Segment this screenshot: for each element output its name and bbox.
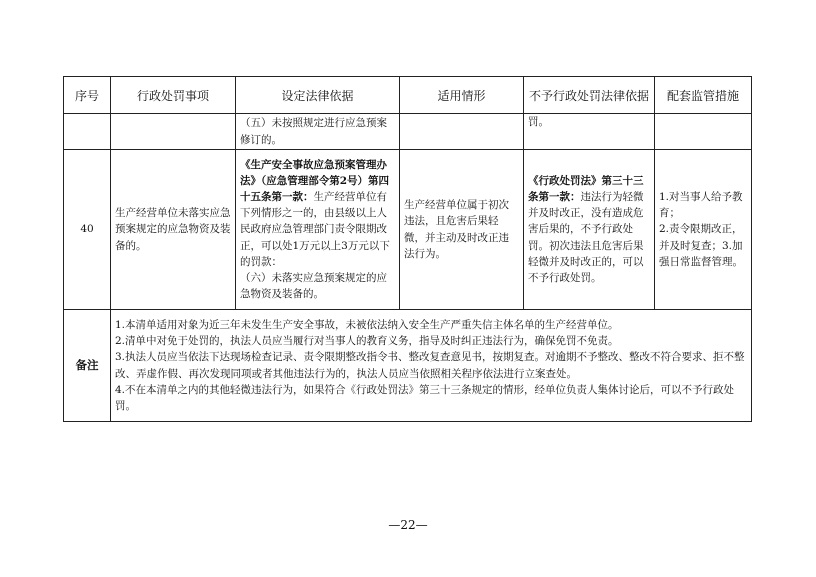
note-item-2: 2.清单中对免于处罚的，执法人员应当履行对当事人的教育义务，指导及时纠正违法行为，确保免罚不免责。 [115,335,619,348]
basis-text: 生产经营单位有下列情形之一的，由县级以上人民政府应急管理部门责令限期改正，可以处1万元以上3万元以下的罚款： [240,190,390,268]
note-item-4: 4.不在本清单之内的其他轻微违法行为，如果符合《行政处罚法》第三十三条规定的情形，经单位负责人集体讨论后，可以不予行政处罚。 [115,383,735,412]
continued-row [64,114,752,150]
row-measures: 1.对当事人给予教育； 2.责令限期改正，并及时复查；3.加强日常监督管理。 [655,150,752,310]
page-number: —22— [388,518,428,532]
header-row [64,77,752,114]
header-measures: 配套监管措施 [655,77,752,114]
notes-content [111,310,752,422]
continued-basis: （五）未按照规定进行应急预案修订的。 [236,114,400,150]
notes-label: 备注 [64,310,111,422]
basis-title: 《生产安全事故应急预案管理办法》（应急管理部令第2号）第四十五条第一款： [240,158,390,203]
header-no: 序号 [64,77,111,114]
penalty-list-table [63,76,752,422]
table-row-40 [64,150,752,310]
row-situation: 生产经营单位属于初次违法，且危害后果轻微，并主动及时改正违法行为。 [400,150,524,310]
row-exempt-basis [524,150,655,310]
exempt-title: 《行政处罚法》第三十三条第一款： [528,174,644,203]
header-exempt-basis: 不予行政处罚法律依据 [524,77,655,114]
header-matter: 行政处罚事项 [111,77,236,114]
continued-exempt-basis: 罚。 [524,114,655,150]
exempt-text: 违法行为轻微并及时改正，没有造成危害后果的，不予行政处罚。初次违法且危害后果轻微并及时改正的，可以不予行政处罚。 [528,190,644,284]
header-situation: 适用情形 [400,77,524,114]
row-number: 40 [64,150,111,310]
row-basis [236,150,400,310]
basis-item: （六）未落实应急预案规定的应急物资及装备的。 [240,272,387,301]
notes-row [64,310,752,422]
header-basis: 设定法律依据 [236,77,400,114]
note-item-3: 3.执法人员应当依法下达现场检查记录、责令限期整改指令书、整改复查意见书，按期复查。对逾期不予整改、整改不符合要求、拒不整改、弄虚作假、再次发现同项或者其他违法行为的，执法人员应当依照相关程序依法进行立案查处。 [115,351,745,380]
note-item-1: 1.本清单适用对象为近三年未发生生产安全事故，未被依法纳入安全生产严重失信主体名单的生产经营单位。 [115,318,619,331]
row-matter: 生产经营单位未落实应急预案规定的应急物资及装备的。 [111,150,236,310]
